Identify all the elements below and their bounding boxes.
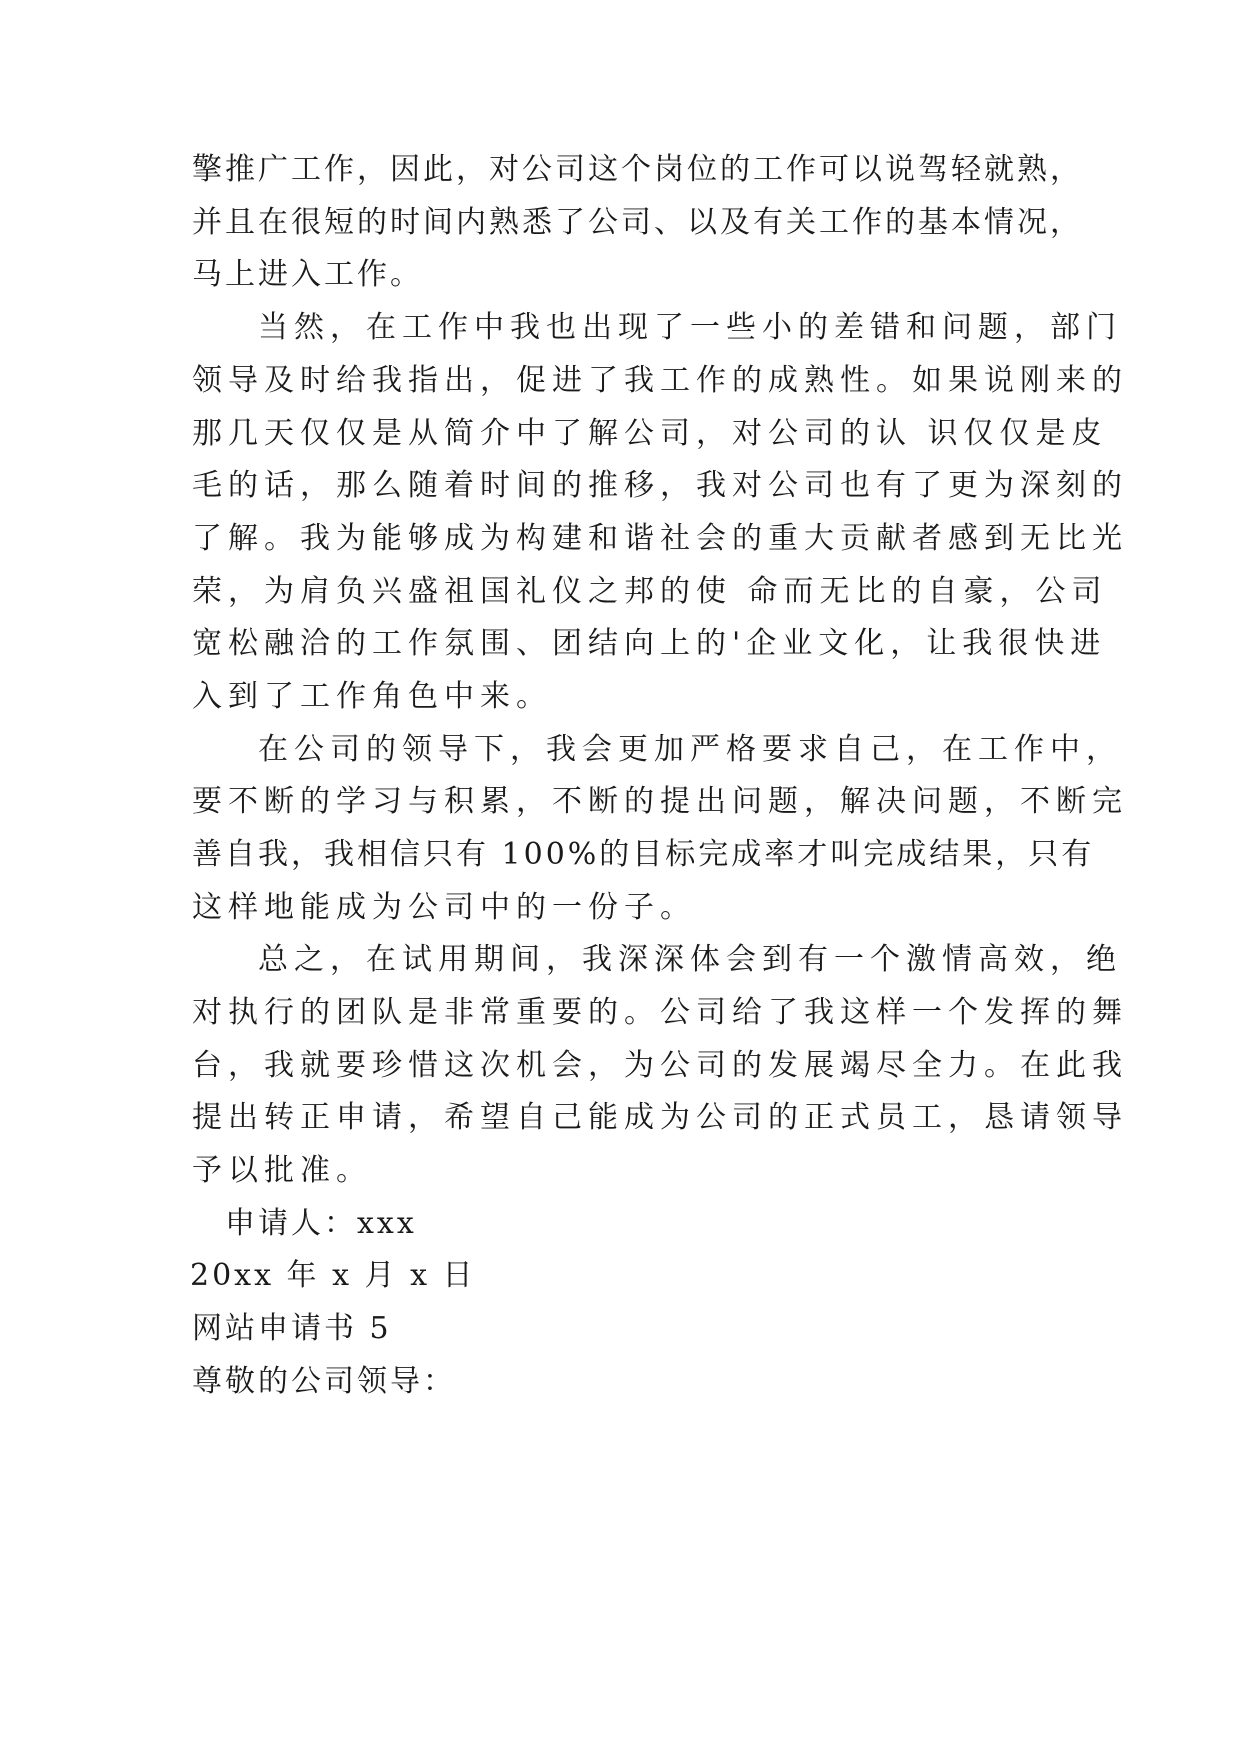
text-line: 要不断的学习与积累，不断的提出问题，解决问题，不断完 [192, 784, 1128, 819]
application-date: 20xx 年 x 月 x 日 [190, 1258, 476, 1293]
text-line: 对执行的团队是非常重要的。公司给了我这样一个发挥的舞 [192, 995, 1128, 1030]
text-line: 台，我就要珍惜这次机会，为公司的发展竭尽全力。在此我 [192, 1048, 1128, 1083]
text-line: 善自我，我相信只有 100%的目标完成率才叫完成结果，只有 [192, 837, 1095, 872]
text-line: 宽松融洽的工作氛围、团结向上的'企业文化，让我很快进 [192, 626, 1107, 661]
text-line: 予以批准。 [192, 1153, 372, 1188]
applicant-signature: 申请人：xxx [225, 1206, 417, 1241]
text-line: 荣，为肩负兴盛祖国礼仪之邦的使 命而无比的自豪，公司 [192, 574, 1108, 609]
text-line: 那几天仅仅是从简介中了解公司，对公司的认 识仅仅是皮 [192, 416, 1108, 451]
paragraph-start-line: 当然，在工作中我也出现了一些小的差错和问题，部门 [258, 310, 1122, 345]
salutation: 尊敬的公司领导： [192, 1364, 456, 1399]
text-line: 擎推广工作，因此，对公司这个岗位的工作可以说驾轻就熟， [192, 152, 1083, 187]
text-line: 马上进入工作。 [192, 257, 423, 292]
section-title: 网站申请书 5 [192, 1311, 392, 1346]
paragraph-start-line: 在公司的领导下，我会更加严格要求自己，在工作中， [258, 732, 1122, 767]
text-line: 领导及时给我指出，促进了我工作的成熟性。如果说刚来的 [192, 363, 1128, 398]
text-line: 毛的话，那么随着时间的推移，我对公司也有了更为深刻的 [192, 468, 1128, 503]
text-line: 了解。我为能够成为构建和谐社会的重大贡献者感到无比光 [192, 521, 1128, 556]
text-line: 入到了工作角色中来。 [192, 679, 552, 714]
text-line: 提出转正申请，希望自己能成为公司的正式员工，恳请领导 [192, 1100, 1128, 1135]
paragraph-start-line: 总之，在试用期间，我深深体会到有一个激情高效，绝 [258, 942, 1122, 977]
text-line: 这样地能成为公司中的一份子。 [192, 890, 696, 925]
text-line: 并且在很短的时间内熟悉了公司、以及有关工作的基本情况， [192, 205, 1083, 240]
